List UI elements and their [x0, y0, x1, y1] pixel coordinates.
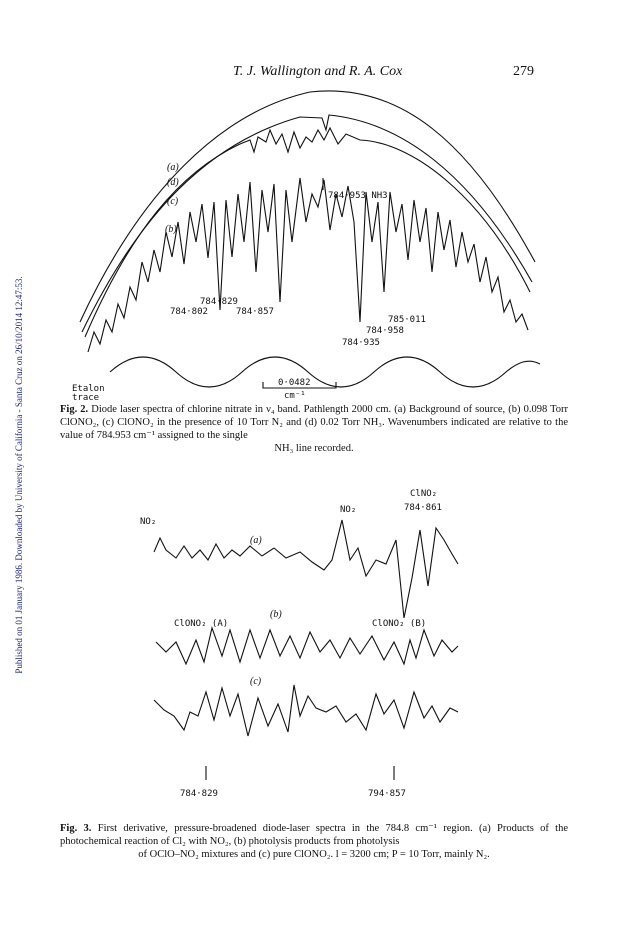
peak-label-829: 784·829	[200, 297, 238, 307]
fig2-label-a: (a)	[167, 162, 179, 173]
figure-3-caption-last	[60, 848, 568, 861]
figure-3-caption	[60, 822, 568, 848]
figure-2-caption-text: Diode laser spectra of chlorine nitrate in ν₄ band. Pathlength 2000 cm. (a) Background of source, (b) 0.098 Torr ClONO₂, (c) ClONO₂ in the presence of 10 Torr N₂ and (d) 0.02 Torr NH₃. Wavenumbers indicated are relative to the value of 784.953 cm⁻¹ assigned to the single	[60, 404, 568, 441]
fig3-label-c: (c)	[250, 676, 262, 687]
fig3-trace-a	[154, 520, 458, 618]
fig3-clono2-B: ClONO₂ (B)	[372, 619, 427, 629]
fig3-label-b: (b)	[270, 609, 282, 620]
figure-2	[70, 82, 550, 400]
fig2-label-d: (d)	[167, 177, 179, 188]
spacing-unit: cm⁻¹	[284, 391, 306, 400]
figure-2-caption-last-text: NH₃ line recorded.	[274, 443, 354, 454]
fig3-label-a: (a)	[250, 535, 262, 546]
peak-label-935: 784·935	[342, 338, 380, 348]
etalon-label-trace: trace	[72, 393, 100, 400]
spacing-value: 0·0482	[278, 378, 311, 388]
etalon-trace	[110, 357, 540, 387]
fig3-trace-c	[154, 685, 458, 736]
trace-a-curve	[80, 91, 535, 322]
fig3-no2-mid: NO₂	[340, 505, 357, 515]
download-notice-text: Published on 01 January 1986. Downloaded by University of California - Santa Cruz on 26/10/2014 12:47:53.	[14, 276, 24, 674]
figure-2-caption-label: Fig. 2.	[60, 404, 89, 415]
fig3-marker-left-label: 784·829	[180, 789, 218, 799]
figure-2-caption	[60, 403, 568, 442]
trace-d-curve	[82, 115, 532, 332]
fig2-label-b: (b)	[165, 224, 177, 235]
figure-3-caption-label: Fig. 3.	[60, 823, 92, 834]
figure-3-caption-last-text: of OClO–NO₂ mixtures and (c) pure ClONO₂. l = 3200 cm; P = 10 Torr, mainly N₂.	[138, 849, 490, 860]
running-title: T. J. Wallington and R. A. Cox	[233, 64, 403, 79]
fig3-marker-right-label: 794·857	[368, 789, 406, 799]
fig3-no2-left: NO₂	[140, 517, 157, 527]
page-number: 279	[513, 64, 534, 79]
fig2-label-c: (c)	[167, 196, 179, 207]
peak-label-011: 785·011	[388, 315, 426, 325]
peak-label-857: 784·857	[236, 307, 274, 317]
trace-c-curve	[85, 128, 530, 337]
figure-3	[140, 480, 480, 800]
trace-b-curve	[88, 178, 528, 352]
page-header	[0, 64, 625, 84]
fig3-clono2-value: 784·861	[404, 503, 442, 513]
figure-3-caption-text: First derivative, pressure-broadened diode-laser spectra in the 784.8 cm⁻¹ region. (a) Products of the photochemical reaction of Cl₂ with NO₂, (b) photolysis products from photolysis	[60, 823, 569, 847]
peak-label-958: 784·958	[366, 326, 404, 336]
peak-label-nh3: 784·953 NH3	[328, 191, 388, 201]
download-notice	[14, 276, 34, 674]
fig3-clono2-top: ClNO₂	[410, 489, 438, 499]
etalon-label: Etalon	[72, 384, 105, 394]
figure-2-caption-last	[60, 442, 568, 455]
fig3-trace-b	[156, 628, 458, 664]
peak-label-802: 784·802	[170, 307, 208, 317]
fig3-clono2-A: ClONO₂ (A)	[174, 619, 229, 629]
